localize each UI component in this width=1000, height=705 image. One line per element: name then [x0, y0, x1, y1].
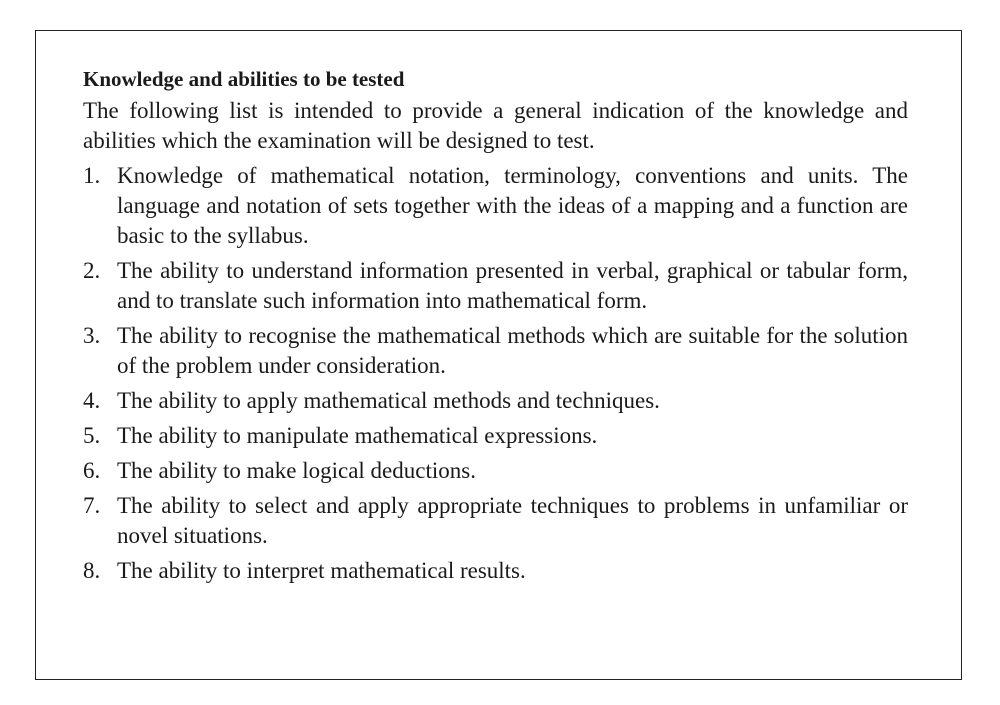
item-text: The ability to select and apply appropriate techniques to problems in unfamiliar or novel situations. — [117, 493, 908, 548]
item-text: The ability to manipulate mathematical expressions. — [117, 423, 598, 448]
item-text: The ability to make logical deductions. — [117, 458, 476, 483]
item-number: 3. — [83, 323, 101, 348]
list-item — [83, 456, 908, 486]
section-heading: Knowledge and abilities to be tested — [83, 67, 405, 91]
intro-paragraph: The following list is intended to provide a general indication of the knowledge and abilities which the examination will be designed to test. — [83, 98, 908, 153]
list-item — [83, 321, 908, 381]
item-text: The ability to interpret mathematical results. — [117, 558, 526, 583]
item-number: 7. — [83, 493, 101, 518]
list-item — [83, 161, 908, 251]
item-number: 6. — [83, 458, 101, 483]
item-number: 5. — [83, 423, 101, 448]
item-number: 4. — [83, 388, 101, 413]
list-item — [83, 421, 908, 451]
list-item — [83, 256, 908, 316]
item-number: 2. — [83, 258, 101, 283]
list-item — [83, 386, 908, 416]
list-item — [83, 556, 908, 586]
document-content — [83, 66, 908, 586]
item-text: The ability to apply mathematical methods and techniques. — [117, 388, 660, 413]
item-number: 1. — [83, 163, 101, 188]
abilities-list — [83, 161, 908, 586]
item-text: The ability to recognise the mathematical methods which are suitable for the solution of the problem under consideration. — [117, 323, 908, 378]
list-item — [83, 491, 908, 551]
item-text: The ability to understand information presented in verbal, graphical or tabular form, and to translate such information into mathematical form. — [117, 258, 908, 313]
item-text: Knowledge of mathematical notation, terminology, conventions and units. The language and notation of sets together with the ideas of a mapping and a function are basic to the syllabus. — [117, 163, 908, 248]
item-number: 8. — [83, 558, 101, 583]
